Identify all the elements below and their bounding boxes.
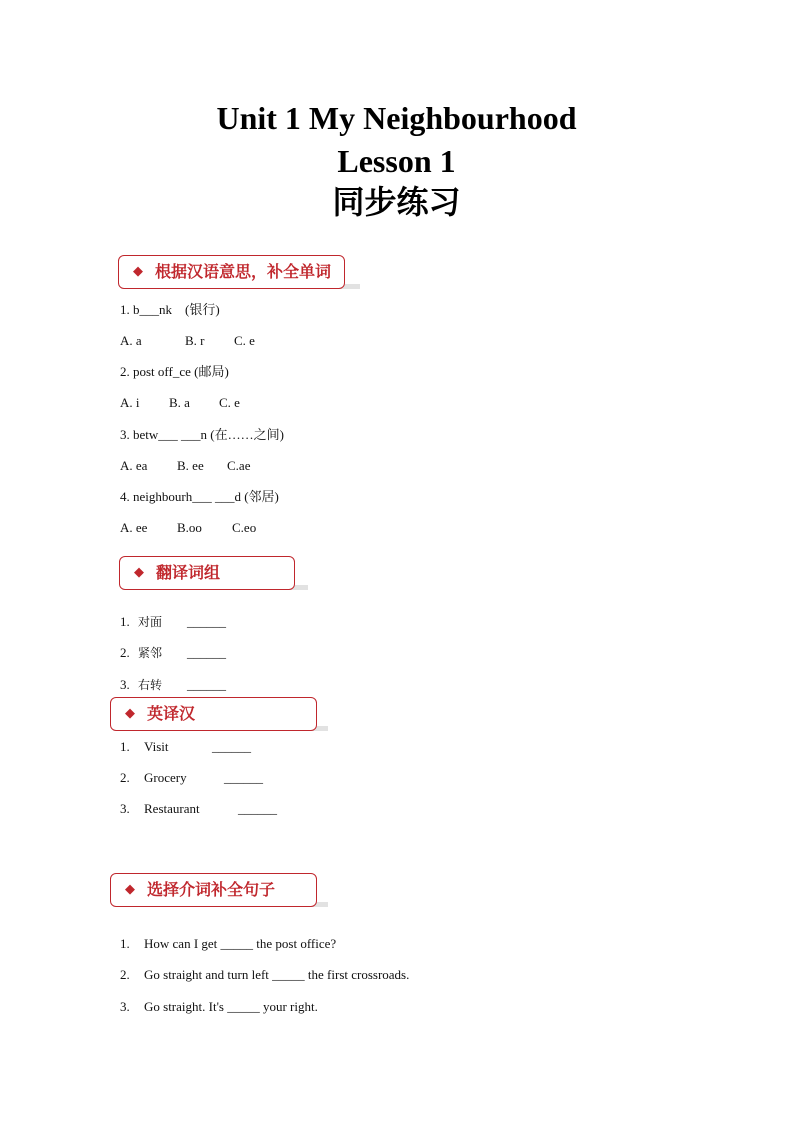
answer-blank: ______	[224, 770, 263, 785]
answer-blank: ______	[187, 677, 226, 692]
question-3: 3. betw___ ___n (在……之间)	[120, 427, 284, 442]
word-num: 1.	[120, 739, 130, 754]
phrase-text: 右转	[138, 678, 163, 692]
word-num: 3.	[120, 801, 130, 816]
option-2b: B. a	[169, 395, 190, 410]
section-header-fill-words	[118, 255, 345, 289]
phrase-text: 对面	[138, 615, 163, 629]
lesson-title: Lesson 1	[337, 143, 456, 179]
option-3b: B. ee	[177, 458, 204, 473]
phrase-num: 2.	[120, 645, 130, 660]
option-1a: A. a	[120, 333, 142, 348]
section-heading: 选择介词补全句子	[147, 880, 276, 899]
sentence-text: How can I get _____ the post office?	[144, 936, 337, 951]
section-heading: 翻译词组	[156, 563, 221, 582]
word-num: 2.	[120, 770, 130, 785]
diamond-icon: ◆	[134, 565, 144, 580]
answer-blank: ______	[238, 801, 277, 816]
option-4a: A. ee	[120, 520, 148, 535]
question-1: 1. b___nk (银行)	[120, 302, 220, 317]
section-header-prepositions	[110, 873, 317, 907]
sentence-num: 1.	[120, 936, 130, 951]
page-subtitle: 同步练习	[332, 183, 461, 221]
option-3a: A. ea	[120, 458, 148, 473]
diamond-icon: ◆	[125, 706, 135, 721]
option-1c: C. e	[234, 333, 255, 348]
answer-blank: ______	[187, 614, 226, 629]
sentence-num: 2.	[120, 967, 130, 982]
option-1b: B. r	[185, 333, 205, 348]
page-title: Unit 1 My Neighbourhood	[216, 100, 577, 136]
answer-blank: ______	[187, 645, 226, 660]
option-4c: C.eo	[232, 520, 257, 535]
word-text: Grocery	[144, 770, 187, 785]
answer-blank: ______	[212, 739, 251, 754]
word-text: Restaurant	[144, 801, 200, 816]
sentence-text: Go straight and turn left _____ the first crossroads.	[144, 967, 410, 982]
phrase-num: 1.	[120, 614, 130, 629]
phrase-num: 3.	[120, 677, 130, 692]
section-header-translate-phrases	[119, 556, 295, 590]
option-4b: B.oo	[177, 520, 202, 535]
sentence-text: Go straight. It's _____ your right.	[144, 999, 318, 1014]
section-header-english-to-chinese	[110, 697, 317, 731]
phrase-text: 紧邻	[138, 646, 163, 660]
section-heading: 根据汉语意思，补全单词	[155, 262, 332, 281]
section-heading: 英译汉	[147, 704, 196, 723]
option-2c: C. e	[219, 395, 240, 410]
option-3c: C.ae	[227, 458, 251, 473]
sentence-num: 3.	[120, 999, 130, 1014]
question-2: 2. post off_ce (邮局)	[120, 364, 229, 379]
diamond-icon: ◆	[125, 882, 135, 897]
option-2a: A. i	[120, 395, 140, 410]
diamond-icon: ◆	[133, 264, 143, 279]
word-text: Visit	[144, 739, 169, 754]
question-4: 4. neighbourh___ ___d (邻居)	[120, 489, 279, 504]
